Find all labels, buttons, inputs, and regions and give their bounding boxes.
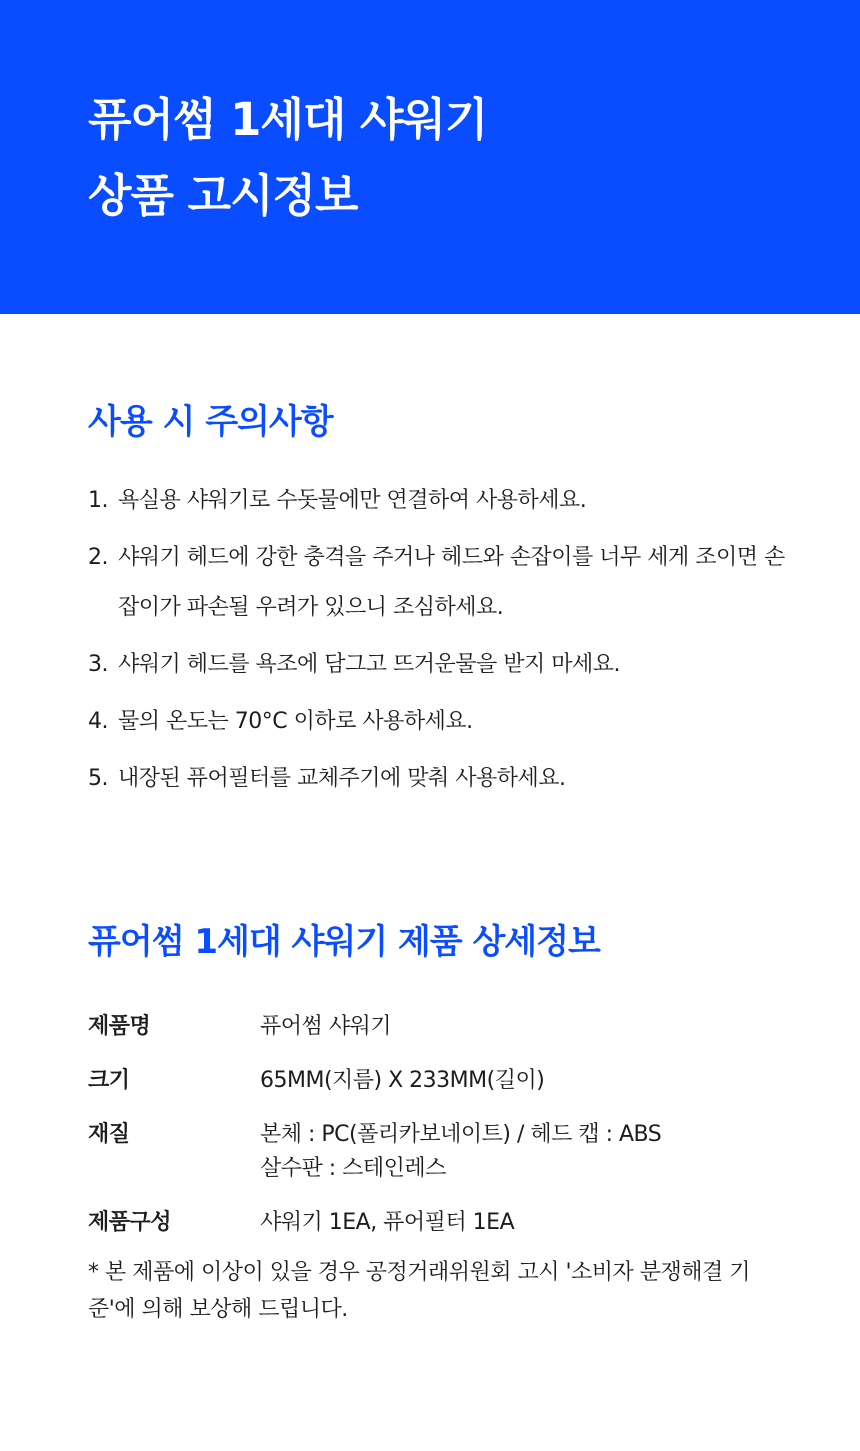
- page-title: [88, 82, 860, 234]
- caution-item-number: 1.: [88, 488, 108, 513]
- caution-item: [88, 533, 788, 633]
- page-title-line-2: 상품 고시정보: [88, 169, 358, 222]
- hero-banner: [0, 0, 860, 314]
- caution-item-number: 4.: [88, 709, 108, 734]
- spec-label: 재질: [88, 1122, 130, 1147]
- product-details-section: [88, 916, 788, 1350]
- spec-label: 제품명: [88, 1014, 151, 1039]
- product-details-title: 퓨어썸 1세대 샤워기 제품 상세정보: [88, 922, 600, 962]
- caution-item-text: 샤워기 헤드에 강한 충격을 주거나 헤드와 손잡이를 너무 세게 조이면 손잡이가 파손될 우려가 있으니 조심하세요.: [118, 545, 785, 620]
- caution-item-number: 5.: [88, 766, 108, 791]
- page-title-line-1: 퓨어썸 1세대 샤워기: [88, 93, 488, 146]
- spec-label: 크기: [88, 1068, 130, 1093]
- caution-item-text: 내장된 퓨어필터를 교체주기에 맞춰 사용하세요.: [118, 766, 566, 791]
- spec-value: [260, 1206, 788, 1240]
- spec-row-product-name: [88, 1010, 788, 1044]
- spec-table: [88, 1010, 788, 1240]
- spec-row-material: [88, 1118, 788, 1186]
- spec-value-line: 살수판 : 스테인레스: [260, 1156, 446, 1181]
- caution-section: [88, 396, 788, 811]
- caution-item: [88, 640, 788, 690]
- spec-value: [260, 1064, 788, 1098]
- spec-value: [260, 1010, 788, 1044]
- caution-item: [88, 754, 788, 804]
- spec-value-line: 퓨어썸 샤워기: [260, 1014, 392, 1039]
- caution-item: [88, 476, 788, 526]
- spec-value-line: 65MM(지름) X 233MM(길이): [260, 1068, 545, 1093]
- spec-label: 제품구성: [88, 1210, 172, 1235]
- caution-item-text: 샤워기 헤드를 욕조에 담그고 뜨거운물을 받지 마세요.: [118, 652, 620, 677]
- spec-value-line: 본체 : PC(폴리카보네이트) / 헤드 캡 : ABS: [260, 1122, 662, 1147]
- caution-title: 사용 시 주의사항: [88, 402, 333, 442]
- caution-item: [88, 697, 788, 747]
- spec-row-components: [88, 1206, 788, 1240]
- caution-item-number: 3.: [88, 652, 108, 677]
- caution-list: [88, 476, 788, 804]
- caution-item-number: 2.: [88, 545, 108, 570]
- spec-value: [260, 1118, 788, 1186]
- caution-item-text: 욕실용 샤워기로 수돗물에만 연결하여 사용하세요.: [118, 488, 587, 513]
- spec-row-size: [88, 1064, 788, 1098]
- spec-value-line: 샤워기 1EA, 퓨어필터 1EA: [260, 1210, 515, 1235]
- caution-item-text: 물의 온도는 70°C 이하로 사용하세요.: [118, 709, 473, 734]
- compensation-note: * 본 제품에 이상이 있을 경우 공정거래위원회 고시 '소비자 분쟁해결 기준'에 의해 보상해 드립니다.: [88, 1260, 751, 1322]
